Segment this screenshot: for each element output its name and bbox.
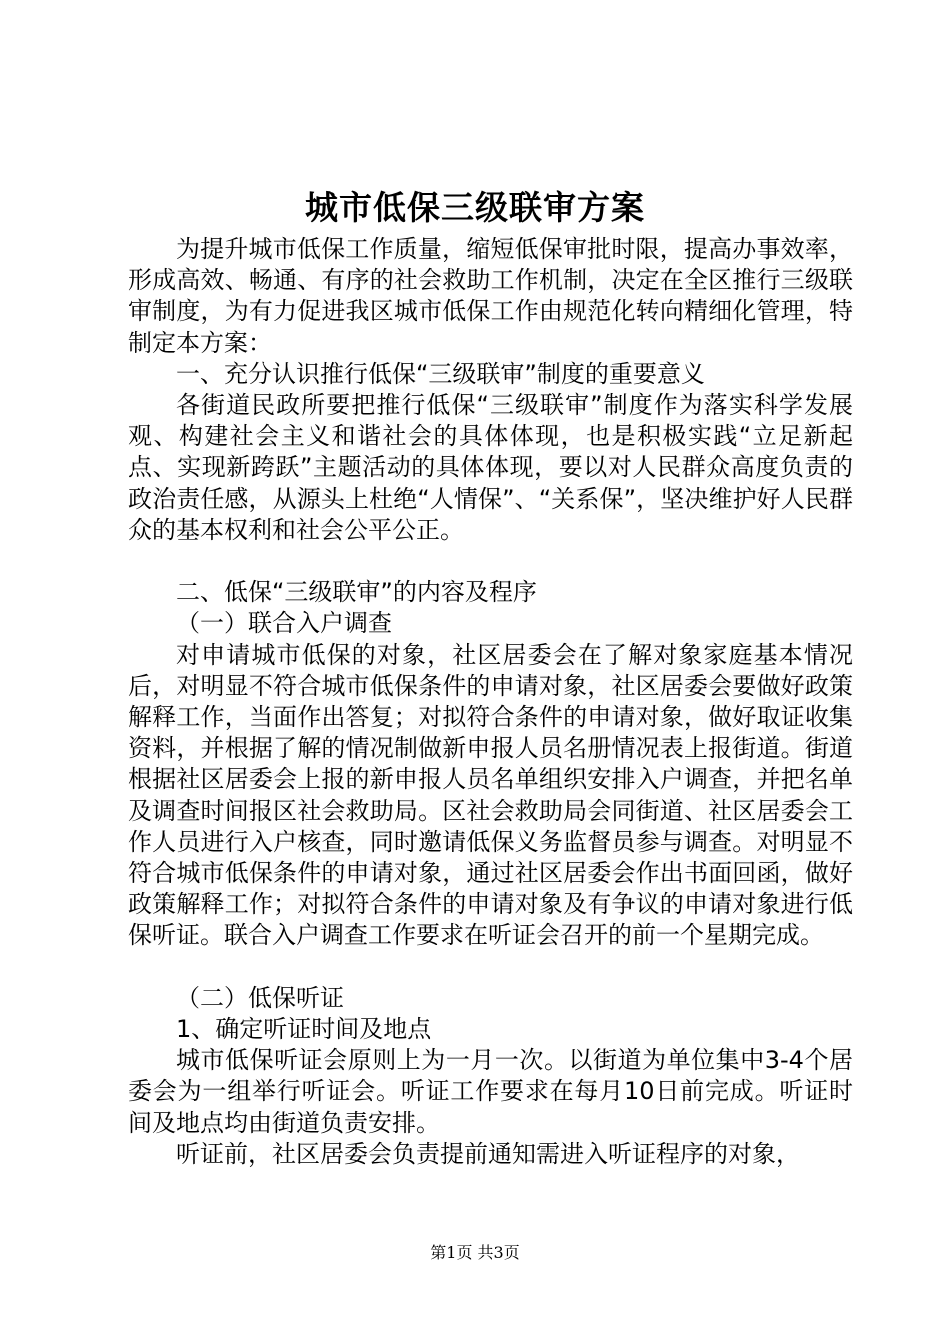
subsection-heading-2: （二）低保听证 — [176, 983, 344, 1012]
section-heading-1: 一、充分认识推行低保“三级联审”制度的重要意义 — [176, 359, 705, 388]
intro-paragraph: 为提升城市低保工作质量，缩短低保审批时限，提高办事效率，形成高效、畅通、有序的社会救助工作机制，决定在全区推行三级联审制度，为有力促进我区城市低保工作由规范化转向精细化管理，特制定本方案： — [128, 235, 853, 357]
paragraph-gap — [128, 952, 853, 983]
paragraph-gap — [128, 546, 853, 577]
section-1-paragraph: 各街道民政所要把推行低保“三级联审”制度作为落实科学发展观、构建社会主义和谐社会的具体体现，也是积极实践“立足新起点、实现新跨跃”主题活动的具体体现，要以对人民群众高度负责的政治责任感，从源头上杜绝“人情保”、“关系保”，坚决维护好人民群众的基本权利和社会公平公正。 — [128, 391, 853, 544]
document-body — [128, 234, 853, 1170]
subsection-1-paragraph: 对申请城市低保的对象，社区居委会在了解对象家庭基本情况后，对明显不符合城市低保条件的申请对象，社区居委会要做好政策解释工作，当面作出答复；对拟符合条件的申请对象，做好取证收集资料，并根据了解的情况制做新申报人员名册情况表上报街道。街道根据社区居委会上报的新申报人员名单组织安排入户调查，并把名单及调查时间报区社会救助局。区社会救助局会同街道、社区居委会工作人员进行入户核查，同时邀请低保义务监督员参与调查。对明显不符合城市低保条件的申请对象，通过社区居委会作出书面回函，做好政策解释工作；对拟符合条件的申请对象及有争议的申请对象进行低保听证。联合入户调查工作要求在听证会召开的前一个星期完成。 — [128, 640, 853, 950]
page-footer: 第1页 共3页 — [430, 1243, 520, 1262]
subsection-heading-1: （一）联合入户调查 — [176, 609, 392, 638]
item-heading-1: 1、确定听证时间及地点 — [176, 1015, 432, 1044]
item-1-paragraph: 城市低保听证会原则上为一月一次。以街道为单位集中3-4个居委会为一组举行听证会。听证工作要求在每月10日前完成。听证时间及地点均由街道负责安排。 — [128, 1046, 853, 1137]
document-title: 城市低保三级联审方案 — [305, 188, 645, 227]
item-1-paragraph-continued: 听证前，社区居委会负责提前通知需进入听证程序的对象， — [176, 1139, 800, 1168]
section-heading-2: 二、低保“三级联审”的内容及程序 — [176, 578, 537, 607]
